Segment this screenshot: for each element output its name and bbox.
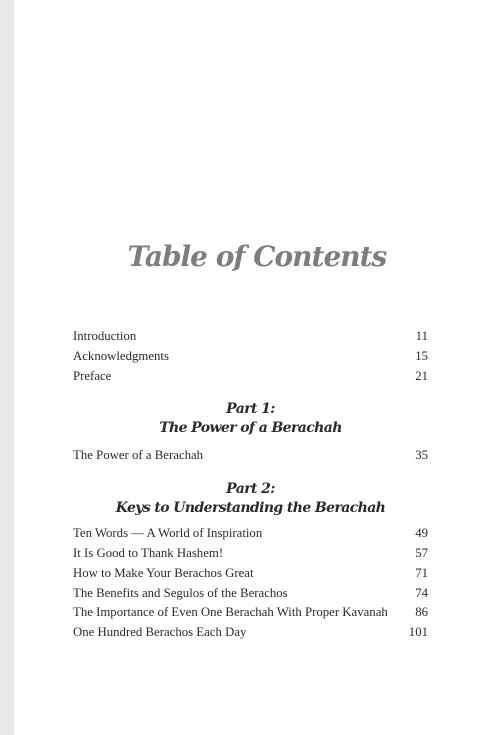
toc-entry-title: The Power of a Berachah — [73, 448, 204, 463]
toc-entry-make-berachos-great[interactable] — [73, 564, 428, 584]
toc-entry-page: 49 — [415, 526, 428, 541]
toc-entry-preface[interactable] — [73, 367, 428, 387]
table-of-contents — [73, 327, 428, 643]
toc-entry-title: The Importance of Even One Berachah With Proper Kavanah — [73, 605, 388, 620]
part-1-title: The Power of a Berachah — [159, 420, 342, 437]
toc-entry-page: 35 — [415, 448, 428, 463]
toc-entry-one-hundred-berachos[interactable] — [73, 623, 428, 643]
part-1-heading — [73, 400, 428, 438]
toc-entry-benefits-segulos[interactable] — [73, 584, 428, 604]
toc-entry-ten-words[interactable] — [73, 524, 428, 544]
toc-entry-page: 15 — [415, 348, 428, 363]
part-2-label: Part 2: — [226, 481, 275, 498]
book-page — [14, 0, 500, 735]
toc-entry-page: 86 — [415, 605, 428, 620]
part-1-label: Part 1: — [226, 401, 275, 418]
toc-entry-page: 11 — [415, 329, 428, 343]
toc-entry-title: Ten Words — A World of Inspiration — [73, 526, 263, 541]
toc-entry-page: 101 — [408, 625, 428, 640]
toc-entry-title: How to Make Your Berachos Great — [73, 565, 254, 580]
toc-entry-title: The Benefits and Segulos of the Berachos — [73, 585, 288, 600]
toc-entry-title: Introduction — [73, 329, 137, 343]
toc-entry-page: 71 — [415, 565, 428, 580]
toc-entry-introduction[interactable] — [73, 327, 428, 347]
toc-entry-title: Preface — [73, 368, 112, 383]
toc-entry-power-of-berachah[interactable] — [73, 446, 428, 466]
toc-entry-title: One Hundred Berachos Each Day — [73, 625, 247, 640]
toc-entry-page: 74 — [415, 585, 428, 600]
part-2-heading — [73, 480, 428, 518]
toc-entry-page: 21 — [415, 368, 428, 383]
toc-entry-page: 57 — [415, 545, 428, 560]
part-2-title: Keys to Understanding the Berachah — [115, 500, 386, 517]
toc-entry-title: Acknowledgments — [73, 348, 169, 363]
toc-entry-acknowledgments[interactable] — [73, 347, 428, 367]
toc-entry-good-to-thank[interactable] — [73, 544, 428, 564]
page-title: Table of Contents — [127, 240, 387, 273]
toc-entry-title: It Is Good to Thank Hashem! — [73, 545, 224, 560]
toc-entry-importance-one-berachah[interactable] — [73, 603, 428, 623]
